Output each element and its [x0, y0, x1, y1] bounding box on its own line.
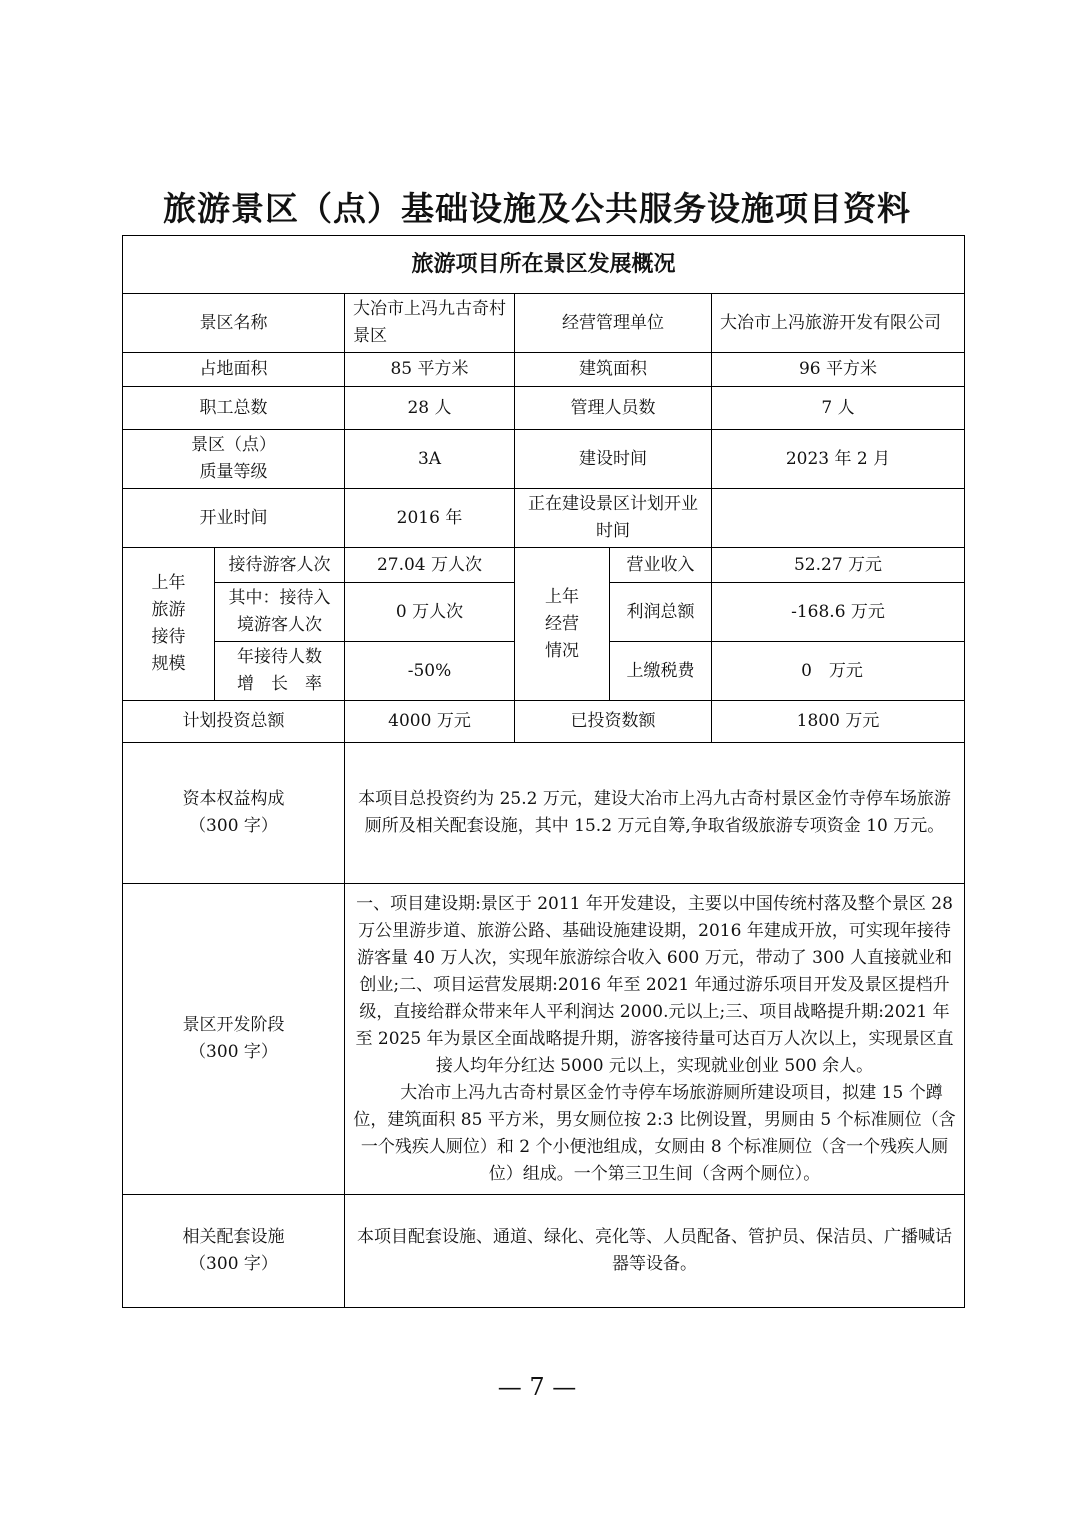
operation-label — [515, 548, 610, 701]
reception-label-char-2: 旅游 — [151, 600, 186, 620]
grade-value: 3A — [345, 430, 515, 489]
growth-label-line2: 增 长 率 — [237, 674, 322, 694]
reception-label-char-4: 规模 — [151, 654, 186, 674]
building-area-value: 96 平方米 — [712, 353, 965, 387]
facilities-label — [123, 1195, 345, 1308]
development-label-note: （300 字） — [189, 1042, 278, 1062]
document-title: 旅游景区（点）基础设施及公共服务设施项目资料 — [163, 189, 911, 228]
development-paragraph-1: 一、项目建设期:景区于 2011 年开发建设，主要以中国传统村落及整个景区 28 万公里游步道、旅游公路、基础设施建设期，2016 年建成开放，可实现年接待游客量 40 万人次，实现年旅游综合收入 600 万元，带动了 300 人直接就业和创业;二、项目运营发展期:2016 年至 2021 年通过游乐项目开发及景区提档升级，直接给群众带来年人平利润达 2000.元以上;三、项目战略提升期:2021 年至 2025 年为景区全面战略提升期，游客接待量可达百万人次以上，实现景区直接人均年分红达 5000 元以上，实现就业创业 500 余人。 — [355, 893, 954, 1076]
open-time-label: 开业时间 — [123, 489, 345, 548]
managers-value: 7 人 — [712, 387, 965, 430]
operation-label-char-1: 上年 — [545, 586, 579, 607]
inbound-value: 0 万人次 — [345, 583, 515, 642]
land-area-value: 85 平方米 — [345, 353, 515, 387]
open-time-value: 2016 年 — [345, 489, 515, 548]
section-title: 旅游项目所在景区发展概况 — [123, 236, 965, 294]
development-label-text: 景区开发阶段 — [182, 1015, 285, 1035]
visitors-value: 27.04 万人次 — [345, 548, 515, 583]
planned-open-label: 正在建设景区计划开业时间 — [515, 489, 712, 548]
build-time-value: 2023 年 2 月 — [712, 430, 965, 489]
growth-label-line1: 年接待人数 — [237, 647, 322, 667]
grade-label — [123, 430, 345, 489]
scenic-name-label: 景区名称 — [123, 294, 345, 353]
facilities-label-note: （300 字） — [189, 1254, 278, 1274]
land-area-label: 占地面积 — [123, 353, 345, 387]
managers-label: 管理人员数 — [515, 387, 712, 430]
reception-label-char-1: 上年 — [151, 573, 186, 593]
planned-investment-label: 计划投资总额 — [123, 701, 345, 743]
invested-label: 已投资数额 — [515, 701, 712, 743]
growth-value: -50% — [345, 642, 515, 701]
staff-total-label: 职工总数 — [123, 387, 345, 430]
capital-label-text: 资本权益构成 — [182, 789, 285, 809]
tax-value: 0 万元 — [712, 642, 965, 701]
facilities-label-text: 相关配套设施 — [182, 1227, 285, 1247]
visitors-label: 接待游客人次 — [215, 548, 345, 583]
facilities-text: 本项目配套设施、通道、绿化、亮化等、人员配备、管护员、保洁员、广播喊话器等设备。 — [345, 1195, 965, 1308]
operator-label: 经营管理单位 — [515, 294, 712, 353]
reception-scale-label — [123, 548, 215, 701]
reception-label-char-3: 接待 — [151, 627, 186, 647]
growth-label — [215, 642, 345, 701]
invested-value: 1800 万元 — [712, 701, 965, 743]
development-text — [345, 884, 965, 1195]
planned-investment-value: 4000 万元 — [345, 701, 515, 743]
grade-label-line2: 质量等级 — [199, 462, 268, 482]
capital-label-note: （300 字） — [189, 816, 278, 836]
build-time-label: 建设时间 — [515, 430, 712, 489]
operation-label-char-2: 经营 — [545, 613, 579, 634]
grade-label-line1: 景区（点） — [191, 435, 276, 455]
revenue-label: 营业收入 — [610, 548, 712, 583]
tax-label: 上缴税费 — [610, 642, 712, 701]
staff-total-value: 28 人 — [345, 387, 515, 430]
capital-label — [123, 743, 345, 884]
development-paragraph-2: 大冶市上冯九古奇村景区金竹寺停车场旅游厕所建设项目，拟建 15 个蹲位，建筑面积 85 平方米，男女厕位按 2:3 比例设置，男厕由 5 个标准厕位（含一个残疾人厕位）和 2 个小便池组成，女厕由 8 个标准厕位（含一个残疾人厕位）组成。一个第三卫生间（含两个厕位）。 — [353, 1082, 956, 1184]
profit-value: -168.6 万元 — [712, 583, 965, 642]
page-number: — 7 — — [497, 1373, 577, 1401]
planned-open-value — [712, 489, 965, 548]
profit-label: 利润总额 — [610, 583, 712, 642]
capital-text: 本项目总投资约为 25.2 万元，建设大冶市上冯九古奇村景区金竹寺停车场旅游厕所及相关配套设施，其中 15.2 万元自筹,争取省级旅游专项资金 10 万元。 — [345, 743, 965, 884]
development-label — [123, 884, 345, 1195]
scenic-name-value: 大冶市上冯九古奇村景区 — [345, 294, 515, 353]
building-area-label: 建筑面积 — [515, 353, 712, 387]
project-info-table — [122, 235, 965, 1308]
operation-label-char-3: 情况 — [545, 640, 579, 661]
revenue-value: 52.27 万元 — [712, 548, 965, 583]
operator-value: 大冶市上冯旅游开发有限公司 — [712, 294, 965, 353]
inbound-label: 其中：接待入境游客人次 — [215, 583, 345, 642]
